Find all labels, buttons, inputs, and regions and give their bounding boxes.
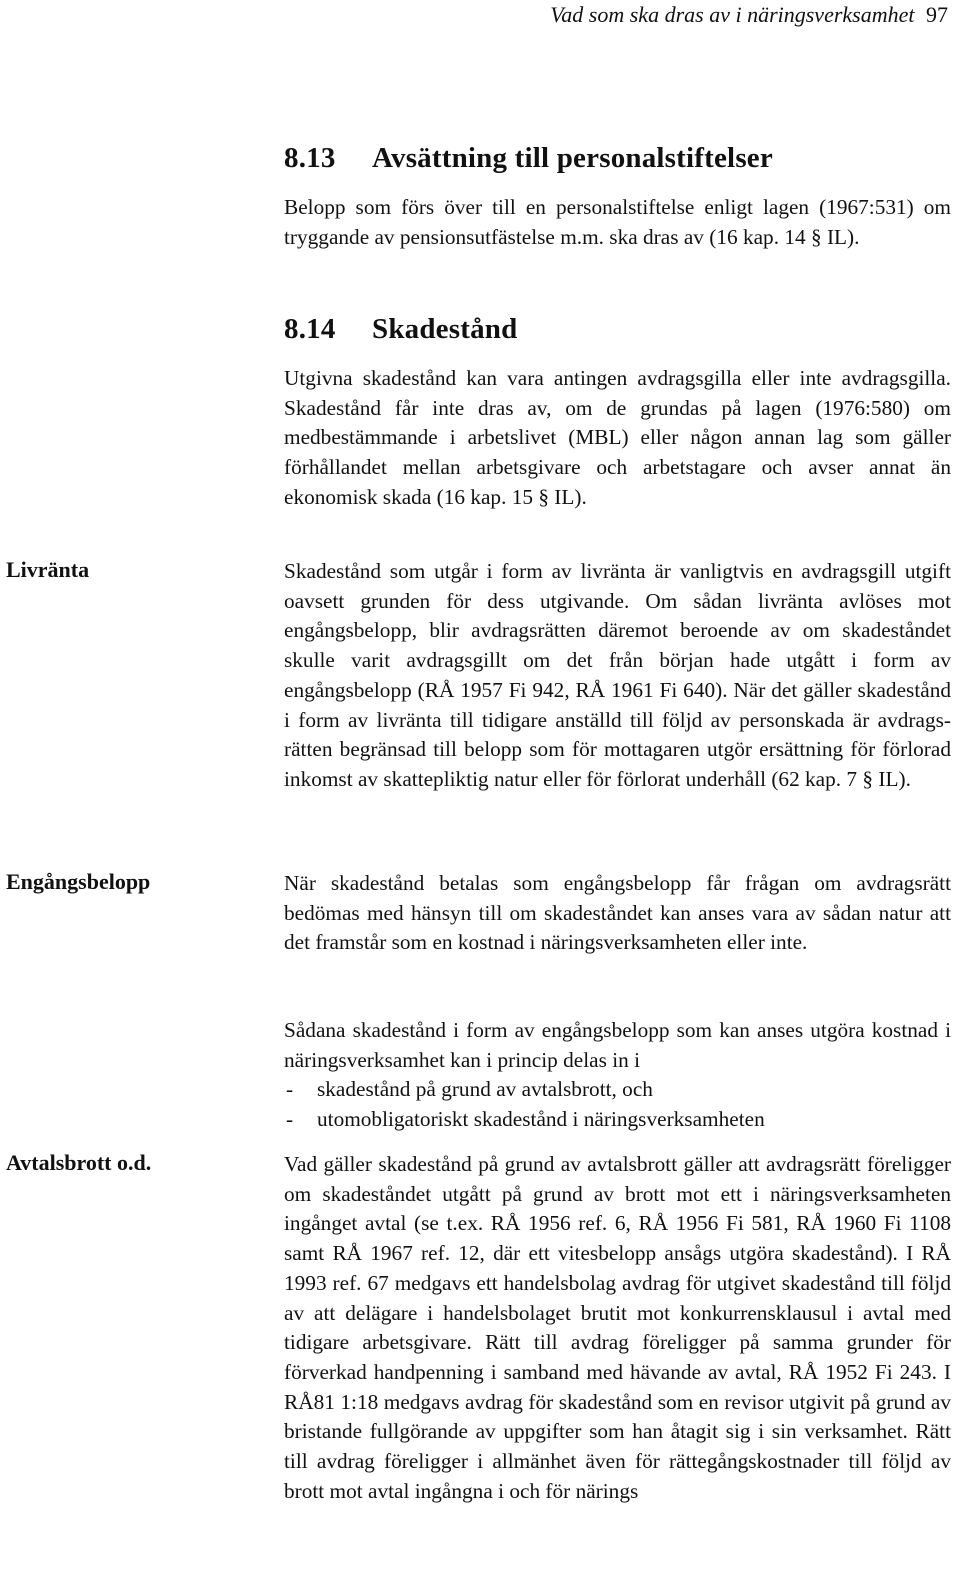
paragraph-livranta: Skadestånd som utgår i form av livränta är vanligtvis en avdragsgill utgift oavsett grunden för dess utgivande. Om sådan livränta avlöses mot engångsbelopp, blir avdragsrätten däremot beroende av om skadeståndet skulle varit avdragsgillt om det från början hade utgått i form av engångsbelopp (RÅ 1957 Fi 942, RÅ 1961 Fi 640). När det gäller skadestånd i form av livränta till tidigare anställd till följd av personskada är avdragsrätten begränsad till belopp som för mottagaren utgör ersättning för förlorad inkomst av skattepliktig natur eller för förlorat underhåll (62 kap. 7 § IL). (284, 559, 951, 791)
running-head (550, 2, 948, 28)
section-title: Skadestånd (372, 313, 518, 345)
paragraph-sadana-skadestand (284, 1016, 951, 1135)
paragraph-personalstiftelser: Belopp som förs över till en personalstiftelse enligt lagen (1967:531) om tryggande av pensionsutfästelse m.m. ska dras av (16 kap. 14 § IL). (284, 195, 951, 249)
list-item: - skadestånd på grund av avtalsbrott, och (284, 1075, 951, 1105)
list-item: - utomobligatoriskt skadestånd i näringsverksamheten (284, 1105, 951, 1135)
section-number: 8.13 (284, 142, 336, 174)
section-heading-8-13 (284, 142, 773, 175)
categories-list (284, 1075, 951, 1134)
paragraph-engangsbelopp: När skadestånd betalas som engångsbelopp får frågan om avdragsrätt bedömas med hänsyn till om skadeståndet kan anses vara av sådan natur att det framstår som en kostnad i näringsverksamheten eller inte. (284, 871, 951, 955)
paragraph-avtalsbrott: Vad gäller skadestånd på grund av avtalsbrott gäller att avdragsrätt föreligger om skadeståndet utgått på grund av brott mot ett i näringsverksamheten ingånget avtal (se t.ex. RÅ 1956 ref. 6, RÅ 1956 Fi 581, RÅ 1960 Fi 1108 samt RÅ 1967 ref. 12, där ett vitesbelopp ansågs utgöra skadestånd). I RÅ 1993 ref. 67 medgavs ett handelsbolag avdrag för utgivet skadestånd till följd av att delägare i handelsbolaget brutit mot konkurrensklausul i avtal med tidigare arbetsgivare. Rätt till avdrag föreligger på samma grunder för förverkad handpenning i samband med hävande av avtal, RÅ 1952 Fi 243. I RÅ81 1:18 medgavs avdrag för skadestånd som en revisor utgivit på grund av bristande fullgörande av uppgifter som han åtagit sig i sin verksamhet. Rätt till avdrag föreligger i allmänhet även för rättegångskostnader till följd av brott mot avtal ingångna i och för närings (284, 1152, 951, 1503)
margin-note-avtalsbrott: Avtalsbrott o.d. (6, 1150, 152, 1175)
section-heading-8-14 (284, 313, 517, 346)
page-number: 97 (926, 2, 948, 27)
margin-note-livranta: Livränta (6, 557, 90, 582)
running-head-title: Vad som ska dras av i näringsverksamhet (550, 2, 915, 27)
margin-note-engangsbelopp: Engångsbelopp (6, 869, 151, 894)
section-title: Avsättning till personalstiftelser (372, 142, 773, 174)
paragraph-skadestand-intro: Utgivna skadestånd kan vara antingen avdragsgilla eller inte avdragsgilla. Skadestånd får inte dras av, om de grundas på lagen (1976:580) om medbestämmande i arbetslivet (MBL) eller någon annan lag som gäller förhållandet mellan arbetsgivare och arbetstagare och avser annat än ekonomisk skada (16 kap. 15 § IL). (284, 366, 951, 509)
paragraph-sadana-text: Sådana skadestånd i form av engångsbelopp som kan anses utgöra kostnad i näringsverksamhet kan i princip delas in i (284, 1018, 951, 1072)
section-number: 8.14 (284, 313, 336, 345)
